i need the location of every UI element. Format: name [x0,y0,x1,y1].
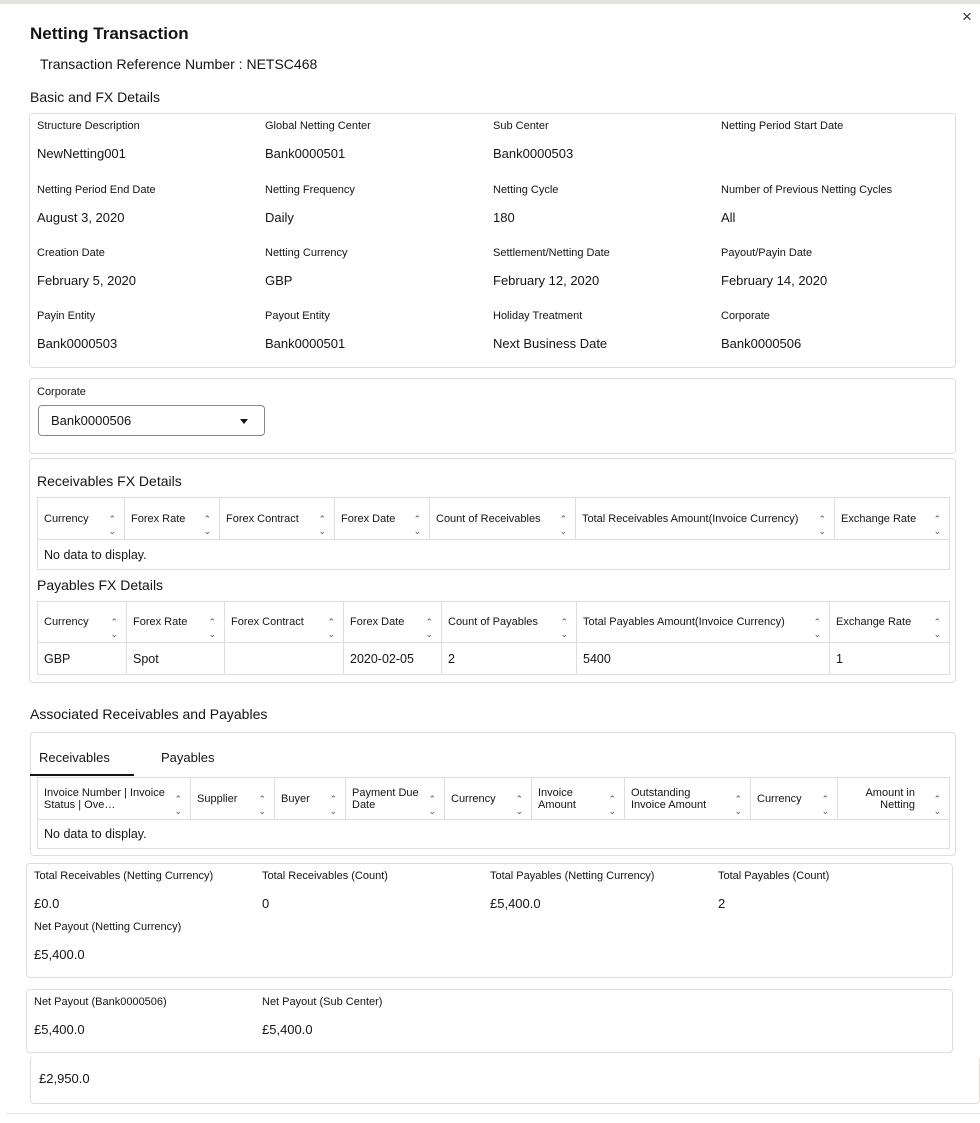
associated-table [37,777,950,849]
field-netting-currency: Netting Currency GBP [265,247,348,288]
field-netting-period-end: Netting Period End Date August 3, 2020 [37,184,156,225]
col-outstanding-invoice-amount[interactable]: Outstanding Invoice Amount ⌃ ⌄ [625,778,751,820]
col-invoice-number[interactable]: Invoice Number | Invoice Status | Ove… ⌃ ⌄ [38,778,191,820]
sort-icon[interactable]: ⌃ ⌄ [933,793,941,816]
cell-exchange-rate: 1 [830,643,950,675]
field-creation-date: Creation Date February 5, 2020 [37,247,137,288]
field-payout-entity: Payout Entity Bank0000501 [265,310,346,351]
chevron-down-icon [240,419,248,424]
col-total-receivables-amount[interactable]: Total Receivables Amount(Invoice Currency) ⌃ ⌄ [576,498,835,540]
payables-fx-table [37,601,950,675]
sort-icon[interactable]: ⌃ ⌄ [203,513,211,536]
field-total-receivables-netting: Total Receivables (Netting Currency) £0.0 [34,870,214,911]
net-payout-card [26,989,953,1053]
table-row [38,643,950,675]
footer-divider [6,1113,980,1114]
basic-section-heading: Basic and FX Details [30,89,160,105]
field-corporate: Corporate Bank0000506 [721,310,802,351]
receivables-fx-table [37,497,950,570]
col-currency[interactable]: Currency ⌃ ⌄ [38,602,127,643]
sort-icon[interactable]: ⌃ ⌄ [608,793,616,816]
totals-card [26,863,953,978]
cell-forex-contract [225,643,344,675]
trailing-value: £2,950.0 [39,1071,90,1086]
top-strip [0,0,980,4]
col-forex-date[interactable]: Forex Date ⌃ ⌄ [344,602,442,643]
sort-icon[interactable]: ⌃ ⌄ [258,793,266,816]
col-forex-rate[interactable]: Forex Rate ⌃ ⌄ [127,602,225,643]
col-currency[interactable]: Currency ⌃ ⌄ [38,498,125,540]
col-count-payables[interactable]: Count of Payables ⌃ ⌄ [442,602,577,643]
sort-icon[interactable]: ⌃ ⌄ [821,793,829,816]
sort-icon[interactable]: ⌃ ⌄ [110,617,118,639]
active-tab-indicator [30,774,134,776]
sort-icon[interactable]: ⌃ ⌄ [515,793,523,816]
col-amount-in-netting[interactable]: Amount in Netting ⌃ ⌄ [838,778,950,820]
field-total-payables-netting: Total Payables (Netting Currency) £5,400.0 [490,870,655,911]
cell-forex-rate: Spot [127,643,225,675]
cell-currency: GBP [38,643,127,675]
field-netting-frequency: Netting Frequency Daily [265,184,355,225]
field-holiday-treatment: Holiday Treatment Next Business Date [493,310,608,351]
sort-icon[interactable]: ⌃ ⌄ [428,793,436,816]
field-net-payout-netting: Net Payout (Netting Currency) £5,400.0 [34,921,182,962]
col-forex-date[interactable]: Forex Date ⌃ ⌄ [335,498,430,540]
sort-icon[interactable]: ⌃ ⌄ [318,513,326,536]
col-supplier[interactable]: Supplier ⌃ ⌄ [191,778,275,820]
sort-icon[interactable]: ⌃ ⌄ [933,617,941,639]
col-forex-contract[interactable]: Forex Contract ⌃ ⌄ [220,498,335,540]
corporate-select-value: Bank0000506 [51,413,132,428]
sort-icon[interactable]: ⌃ ⌄ [174,793,182,816]
col-count-receivables[interactable]: Count of Receivables ⌃ ⌄ [430,498,576,540]
trailing-card [30,1056,980,1104]
field-net-payout-subcenter: Net Payout (Sub Center) £5,400.0 [262,996,383,1037]
col-payment-due-date[interactable]: Payment Due Date ⌃ ⌄ [346,778,445,820]
col-forex-rate[interactable]: Forex Rate ⌃ ⌄ [125,498,220,540]
field-total-payables-count: Total Payables (Count) 2 [718,870,830,911]
corporate-select-label: Corporate [37,386,86,398]
cell-forex-date: 2020-02-05 [344,643,442,675]
page-title: Netting Transaction [30,24,189,43]
col-exchange-rate[interactable]: Exchange Rate ⌃ ⌄ [835,498,950,540]
sort-icon[interactable]: ⌃ ⌄ [413,513,421,536]
sort-icon[interactable]: ⌃ ⌄ [560,617,568,639]
col-currency[interactable]: Currency ⌃ ⌄ [445,778,532,820]
payables-fx-heading: Payables FX Details [37,577,164,593]
sort-icon[interactable]: ⌃ ⌄ [818,513,826,536]
field-netting-cycle: Netting Cycle 180 [493,184,559,225]
col-buyer[interactable]: Buyer ⌃ ⌄ [275,778,346,820]
sort-icon[interactable]: ⌃ ⌄ [329,793,337,816]
tab-payables[interactable]: Payables [161,750,215,765]
field-structure-description: Structure Description NewNetting001 [37,120,140,161]
basic-details-card [29,113,956,368]
cell-total-amount: 5400 [577,643,830,675]
sort-icon[interactable]: ⌃ ⌄ [425,617,433,639]
sort-icon[interactable]: ⌃ ⌄ [208,617,216,639]
transaction-reference: Transaction Reference Number : NETSC468 [40,56,318,72]
col-forex-contract[interactable]: Forex Contract ⌃ ⌄ [225,602,344,643]
sort-icon[interactable]: ⌃ ⌄ [327,617,335,639]
field-payin-entity: Payin Entity Bank0000503 [37,310,118,351]
no-data-message: No data to display. [38,820,950,849]
col-exchange-rate[interactable]: Exchange Rate ⌃ ⌄ [830,602,950,643]
col-currency-2[interactable]: Currency ⌃ ⌄ [751,778,838,820]
corporate-select[interactable] [38,405,265,436]
cell-count: 2 [442,643,577,675]
field-settlement-date: Settlement/Netting Date February 12, 2020 [493,247,610,288]
sort-icon[interactable]: ⌃ ⌄ [559,513,567,536]
field-netting-period-start: Netting Period Start Date [721,120,844,132]
sort-icon[interactable]: ⌃ ⌄ [813,617,821,639]
tab-receivables[interactable]: Receivables [39,750,110,765]
field-total-receivables-count: Total Receivables (Count) 0 [262,870,388,911]
field-payout-payin-date: Payout/Payin Date February 14, 2020 [721,247,828,288]
col-total-payables-amount[interactable]: Total Payables Amount(Invoice Currency) ⌃ ⌄ [577,602,830,643]
field-previous-netting-cycles: Number of Previous Netting Cycles All [721,184,893,225]
close-icon[interactable]: × [962,7,972,26]
receivables-fx-heading: Receivables FX Details [37,473,182,489]
no-data-message: No data to display. [38,540,950,570]
field-global-netting-center: Global Netting Center Bank0000501 [265,120,371,161]
corporate-select-card [29,378,956,454]
sort-icon[interactable]: ⌃ ⌄ [734,793,742,816]
field-sub-center: Sub Center Bank0000503 [493,120,574,161]
sort-icon[interactable]: ⌃ ⌄ [933,513,941,536]
associated-section-heading: Associated Receivables and Payables [30,706,268,722]
field-net-payout-bank: Net Payout (Bank0000506) £5,400.0 [34,996,167,1037]
col-invoice-amount[interactable]: Invoice Amount ⌃ ⌄ [532,778,625,820]
sort-icon[interactable]: ⌃ ⌄ [108,513,116,536]
